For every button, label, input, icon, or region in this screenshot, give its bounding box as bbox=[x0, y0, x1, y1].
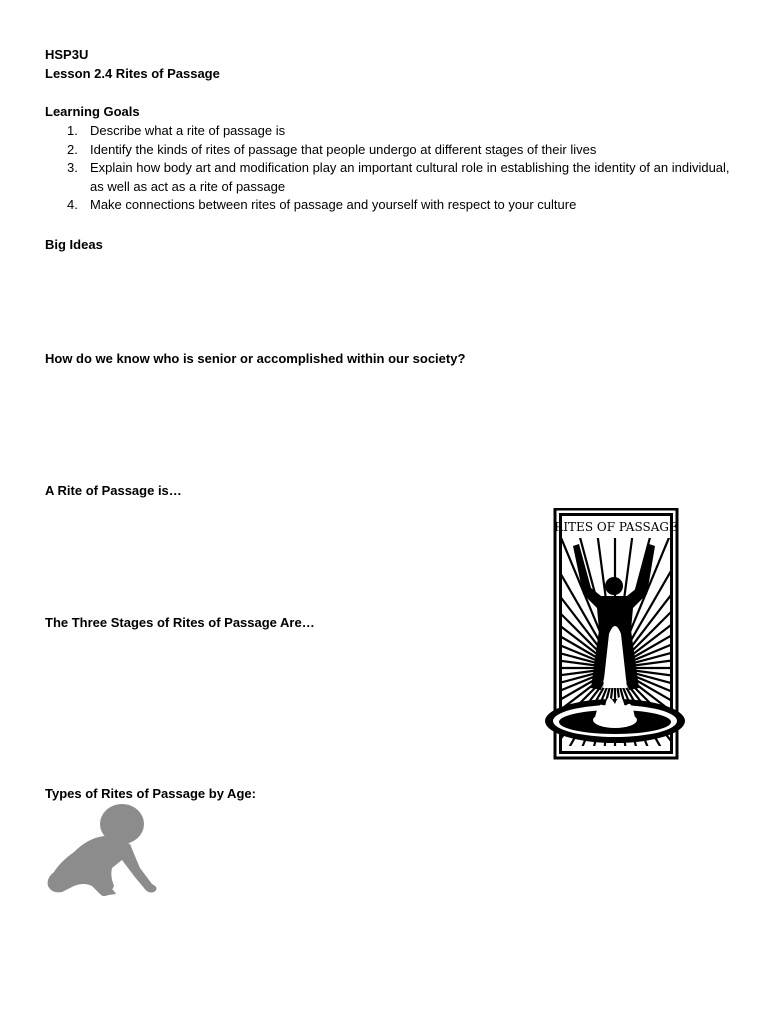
goal-number: 2. bbox=[67, 141, 78, 157]
learning-goal-item bbox=[45, 122, 735, 141]
course-code: HSP3U bbox=[45, 47, 89, 62]
big-ideas-heading: Big Ideas bbox=[45, 237, 103, 252]
rites-of-passage-figure-icon bbox=[543, 508, 688, 760]
senior-question-heading: How do we know who is senior or accomplished within our society? bbox=[45, 351, 466, 366]
goal-number: 1. bbox=[67, 123, 78, 138]
learning-goal-item bbox=[45, 141, 735, 160]
goal-text: Make connections between rites of passage and yourself with respect to your culture bbox=[90, 197, 577, 212]
rites-of-passage-illustration bbox=[543, 508, 688, 760]
rites-logo-title: RITES OF PASSAGE bbox=[554, 520, 678, 534]
rite-definition-heading: A Rite of Passage is… bbox=[45, 483, 182, 498]
goal-number: 3. bbox=[67, 160, 78, 175]
goal-number: 4. bbox=[67, 197, 78, 212]
crawling-baby-silhouette-icon bbox=[44, 802, 162, 898]
goal-text: Explain how body art and modification play an important cultural role in establishing the identity of an individual, as well as act as a rite of passage bbox=[90, 160, 730, 194]
three-stages-heading: The Three Stages of Rites of Passage Are… bbox=[45, 615, 315, 630]
learning-goal-item bbox=[45, 196, 735, 215]
baby-silhouette bbox=[44, 802, 162, 898]
learning-goal-item bbox=[45, 159, 735, 196]
goal-text: Identify the kinds of rites of passage that people undergo at different stages of their lives bbox=[90, 141, 597, 157]
goal-text: Describe what a rite of passage is bbox=[90, 123, 286, 138]
types-by-age-heading: Types of Rites of Passage by Age: bbox=[45, 786, 256, 801]
learning-goals-list bbox=[45, 122, 735, 215]
lesson-title: Lesson 2.4 Rites of Passage bbox=[45, 66, 220, 81]
learning-goals-heading: Learning Goals bbox=[45, 104, 140, 119]
